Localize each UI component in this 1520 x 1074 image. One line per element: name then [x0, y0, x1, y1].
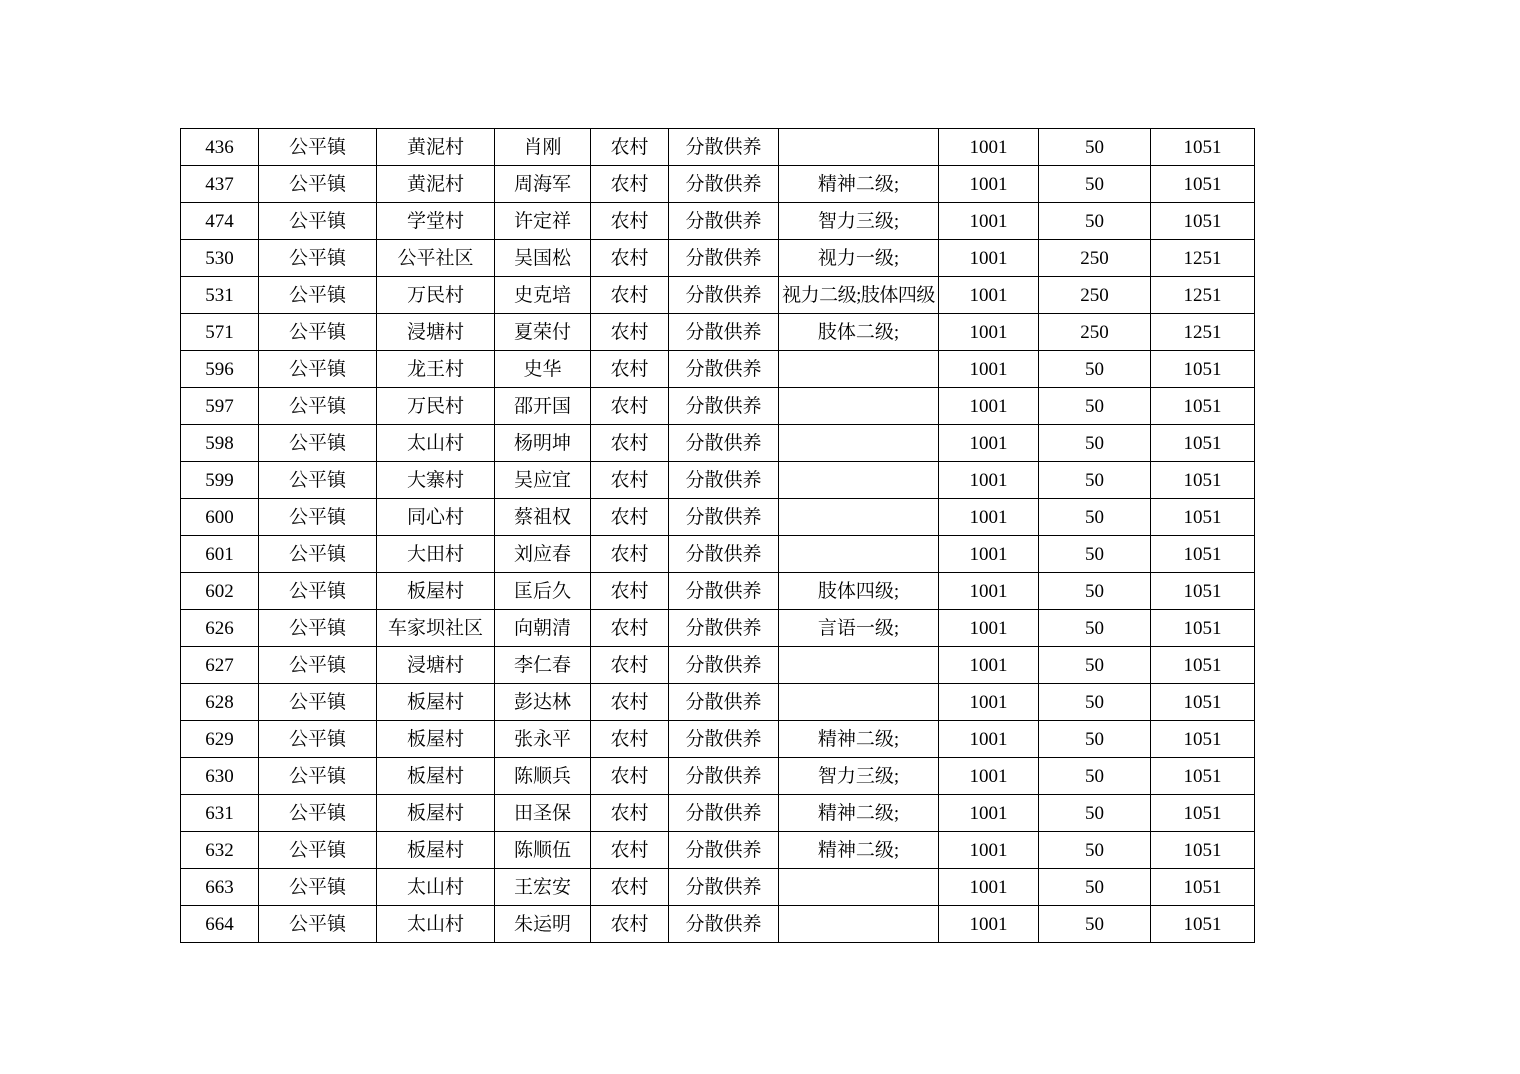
cell-town: 公平镇	[259, 573, 377, 610]
cell-support-mode: 分散供养	[669, 166, 779, 203]
cell-disability	[779, 684, 939, 721]
cell-village: 太山村	[377, 869, 495, 906]
cell-amount-base: 1001	[939, 499, 1039, 536]
cell-town: 公平镇	[259, 869, 377, 906]
cell-village: 学堂村	[377, 203, 495, 240]
cell-village: 大田村	[377, 536, 495, 573]
cell-village: 车家坝社区	[377, 610, 495, 647]
cell-village: 板屋村	[377, 573, 495, 610]
cell-village: 公平社区	[377, 240, 495, 277]
cell-amount-total: 1051	[1151, 536, 1255, 573]
table-row	[181, 647, 1255, 684]
cell-town: 公平镇	[259, 129, 377, 166]
cell-type: 农村	[591, 203, 669, 240]
cell-sequence: 600	[181, 499, 259, 536]
cell-village: 浸塘村	[377, 647, 495, 684]
cell-type: 农村	[591, 795, 669, 832]
cell-name: 蔡祖权	[495, 499, 591, 536]
cell-name: 陈顺兵	[495, 758, 591, 795]
cell-amount-extra: 50	[1039, 869, 1151, 906]
cell-amount-base: 1001	[939, 758, 1039, 795]
cell-support-mode: 分散供养	[669, 388, 779, 425]
cell-town: 公平镇	[259, 388, 377, 425]
cell-type: 农村	[591, 129, 669, 166]
cell-sequence: 597	[181, 388, 259, 425]
table-row	[181, 869, 1255, 906]
cell-town: 公平镇	[259, 425, 377, 462]
cell-type: 农村	[591, 425, 669, 462]
cell-amount-total: 1051	[1151, 166, 1255, 203]
cell-amount-total: 1051	[1151, 129, 1255, 166]
cell-amount-extra: 50	[1039, 610, 1151, 647]
cell-amount-base: 1001	[939, 536, 1039, 573]
cell-disability	[779, 388, 939, 425]
cell-name: 周海军	[495, 166, 591, 203]
cell-amount-total: 1051	[1151, 721, 1255, 758]
cell-disability	[779, 351, 939, 388]
cell-village: 板屋村	[377, 721, 495, 758]
cell-amount-extra: 50	[1039, 573, 1151, 610]
cell-support-mode: 分散供养	[669, 758, 779, 795]
table-row	[181, 684, 1255, 721]
cell-sequence: 599	[181, 462, 259, 499]
cell-town: 公平镇	[259, 684, 377, 721]
cell-disability	[779, 869, 939, 906]
table-row	[181, 573, 1255, 610]
cell-town: 公平镇	[259, 166, 377, 203]
cell-town: 公平镇	[259, 832, 377, 869]
cell-sequence: 596	[181, 351, 259, 388]
cell-amount-base: 1001	[939, 277, 1039, 314]
cell-support-mode: 分散供养	[669, 906, 779, 943]
cell-disability: 智力三级;	[779, 758, 939, 795]
cell-amount-base: 1001	[939, 203, 1039, 240]
cell-amount-extra: 50	[1039, 684, 1151, 721]
table-row	[181, 314, 1255, 351]
cell-amount-base: 1001	[939, 610, 1039, 647]
cell-sequence: 663	[181, 869, 259, 906]
cell-disability	[779, 647, 939, 684]
cell-sequence: 631	[181, 795, 259, 832]
cell-amount-total: 1251	[1151, 277, 1255, 314]
cell-name: 刘应春	[495, 536, 591, 573]
cell-support-mode: 分散供养	[669, 129, 779, 166]
cell-amount-extra: 50	[1039, 795, 1151, 832]
cell-town: 公平镇	[259, 536, 377, 573]
cell-sequence: 571	[181, 314, 259, 351]
cell-support-mode: 分散供养	[669, 721, 779, 758]
cell-support-mode: 分散供养	[669, 832, 779, 869]
cell-village: 板屋村	[377, 832, 495, 869]
cell-amount-extra: 50	[1039, 499, 1151, 536]
table-body	[181, 129, 1255, 943]
cell-disability: 视力二级;肢体四级	[779, 277, 939, 314]
cell-name: 邵开国	[495, 388, 591, 425]
cell-amount-base: 1001	[939, 351, 1039, 388]
table-row	[181, 425, 1255, 462]
cell-town: 公平镇	[259, 758, 377, 795]
subsidy-table	[180, 128, 1255, 943]
cell-disability: 精神二级;	[779, 166, 939, 203]
cell-village: 万民村	[377, 388, 495, 425]
cell-type: 农村	[591, 462, 669, 499]
cell-name: 田圣保	[495, 795, 591, 832]
cell-amount-extra: 50	[1039, 129, 1151, 166]
cell-amount-extra: 250	[1039, 314, 1151, 351]
cell-disability	[779, 425, 939, 462]
cell-type: 农村	[591, 499, 669, 536]
cell-sequence: 601	[181, 536, 259, 573]
cell-amount-extra: 50	[1039, 758, 1151, 795]
cell-disability: 肢体二级;	[779, 314, 939, 351]
cell-name: 史克培	[495, 277, 591, 314]
cell-support-mode: 分散供养	[669, 536, 779, 573]
cell-name: 夏荣付	[495, 314, 591, 351]
cell-sequence: 626	[181, 610, 259, 647]
table-row	[181, 240, 1255, 277]
cell-amount-extra: 50	[1039, 647, 1151, 684]
cell-disability	[779, 906, 939, 943]
cell-type: 农村	[591, 906, 669, 943]
cell-type: 农村	[591, 684, 669, 721]
cell-support-mode: 分散供养	[669, 499, 779, 536]
cell-amount-extra: 250	[1039, 277, 1151, 314]
cell-name: 向朝清	[495, 610, 591, 647]
cell-disability	[779, 462, 939, 499]
cell-support-mode: 分散供养	[669, 610, 779, 647]
cell-amount-base: 1001	[939, 906, 1039, 943]
cell-amount-base: 1001	[939, 166, 1039, 203]
cell-disability: 精神二级;	[779, 721, 939, 758]
cell-sequence: 602	[181, 573, 259, 610]
cell-type: 农村	[591, 610, 669, 647]
table-row	[181, 129, 1255, 166]
cell-amount-extra: 50	[1039, 425, 1151, 462]
cell-amount-total: 1051	[1151, 388, 1255, 425]
cell-amount-extra: 50	[1039, 203, 1151, 240]
cell-name: 朱运明	[495, 906, 591, 943]
cell-amount-total: 1051	[1151, 351, 1255, 388]
cell-name: 许定祥	[495, 203, 591, 240]
cell-village: 板屋村	[377, 684, 495, 721]
cell-town: 公平镇	[259, 351, 377, 388]
cell-type: 农村	[591, 536, 669, 573]
cell-town: 公平镇	[259, 795, 377, 832]
cell-town: 公平镇	[259, 647, 377, 684]
cell-disability	[779, 536, 939, 573]
cell-disability: 智力三级;	[779, 203, 939, 240]
cell-amount-total: 1051	[1151, 758, 1255, 795]
cell-village: 浸塘村	[377, 314, 495, 351]
cell-name: 彭达林	[495, 684, 591, 721]
table-row	[181, 388, 1255, 425]
cell-amount-extra: 50	[1039, 351, 1151, 388]
cell-sequence: 664	[181, 906, 259, 943]
cell-amount-total: 1051	[1151, 462, 1255, 499]
table-row	[181, 277, 1255, 314]
cell-support-mode: 分散供养	[669, 869, 779, 906]
cell-name: 李仁春	[495, 647, 591, 684]
cell-amount-base: 1001	[939, 684, 1039, 721]
cell-village: 板屋村	[377, 758, 495, 795]
cell-support-mode: 分散供养	[669, 240, 779, 277]
cell-town: 公平镇	[259, 499, 377, 536]
cell-amount-total: 1051	[1151, 869, 1255, 906]
cell-type: 农村	[591, 277, 669, 314]
cell-amount-total: 1051	[1151, 795, 1255, 832]
cell-amount-total: 1051	[1151, 684, 1255, 721]
table-row	[181, 795, 1255, 832]
cell-amount-extra: 50	[1039, 536, 1151, 573]
cell-amount-extra: 50	[1039, 462, 1151, 499]
cell-village: 黄泥村	[377, 166, 495, 203]
cell-type: 农村	[591, 351, 669, 388]
cell-town: 公平镇	[259, 203, 377, 240]
cell-village: 同心村	[377, 499, 495, 536]
cell-name: 吴应宜	[495, 462, 591, 499]
cell-amount-total: 1051	[1151, 499, 1255, 536]
cell-support-mode: 分散供养	[669, 462, 779, 499]
cell-type: 农村	[591, 573, 669, 610]
cell-support-mode: 分散供养	[669, 351, 779, 388]
cell-disability: 精神二级;	[779, 832, 939, 869]
cell-disability: 言语一级;	[779, 610, 939, 647]
cell-amount-extra: 50	[1039, 166, 1151, 203]
cell-type: 农村	[591, 721, 669, 758]
cell-amount-extra: 50	[1039, 721, 1151, 758]
cell-sequence: 628	[181, 684, 259, 721]
cell-amount-total: 1251	[1151, 240, 1255, 277]
cell-support-mode: 分散供养	[669, 795, 779, 832]
cell-name: 肖刚	[495, 129, 591, 166]
cell-name: 张永平	[495, 721, 591, 758]
cell-sequence: 627	[181, 647, 259, 684]
cell-amount-base: 1001	[939, 129, 1039, 166]
cell-town: 公平镇	[259, 277, 377, 314]
table-row	[181, 721, 1255, 758]
cell-village: 板屋村	[377, 795, 495, 832]
cell-support-mode: 分散供养	[669, 647, 779, 684]
cell-name: 王宏安	[495, 869, 591, 906]
cell-disability: 肢体四级;	[779, 573, 939, 610]
cell-support-mode: 分散供养	[669, 314, 779, 351]
cell-amount-extra: 50	[1039, 906, 1151, 943]
cell-type: 农村	[591, 388, 669, 425]
cell-village: 大寨村	[377, 462, 495, 499]
cell-disability: 视力一级;	[779, 240, 939, 277]
cell-type: 农村	[591, 647, 669, 684]
cell-support-mode: 分散供养	[669, 684, 779, 721]
cell-name: 史华	[495, 351, 591, 388]
table-row	[181, 499, 1255, 536]
cell-sequence: 598	[181, 425, 259, 462]
cell-amount-total: 1051	[1151, 425, 1255, 462]
cell-amount-base: 1001	[939, 647, 1039, 684]
cell-support-mode: 分散供养	[669, 425, 779, 462]
cell-amount-extra: 250	[1039, 240, 1151, 277]
cell-town: 公平镇	[259, 906, 377, 943]
cell-support-mode: 分散供养	[669, 277, 779, 314]
table-row	[181, 203, 1255, 240]
cell-town: 公平镇	[259, 240, 377, 277]
cell-amount-total: 1051	[1151, 832, 1255, 869]
table-row	[181, 351, 1255, 388]
cell-type: 农村	[591, 166, 669, 203]
table-row	[181, 610, 1255, 647]
cell-amount-total: 1051	[1151, 610, 1255, 647]
cell-amount-base: 1001	[939, 314, 1039, 351]
cell-town: 公平镇	[259, 721, 377, 758]
cell-name: 吴国松	[495, 240, 591, 277]
cell-sequence: 436	[181, 129, 259, 166]
cell-sequence: 629	[181, 721, 259, 758]
cell-amount-base: 1001	[939, 869, 1039, 906]
cell-type: 农村	[591, 869, 669, 906]
cell-name: 匡后久	[495, 573, 591, 610]
cell-amount-base: 1001	[939, 388, 1039, 425]
table-row	[181, 832, 1255, 869]
cell-town: 公平镇	[259, 610, 377, 647]
cell-village: 龙王村	[377, 351, 495, 388]
cell-sequence: 474	[181, 203, 259, 240]
cell-amount-total: 1051	[1151, 573, 1255, 610]
cell-amount-extra: 50	[1039, 388, 1151, 425]
cell-sequence: 531	[181, 277, 259, 314]
cell-amount-base: 1001	[939, 795, 1039, 832]
cell-amount-total: 1051	[1151, 203, 1255, 240]
cell-village: 太山村	[377, 425, 495, 462]
table-row	[181, 536, 1255, 573]
cell-village: 黄泥村	[377, 129, 495, 166]
cell-amount-base: 1001	[939, 462, 1039, 499]
cell-type: 农村	[591, 314, 669, 351]
cell-support-mode: 分散供养	[669, 203, 779, 240]
cell-name: 杨明坤	[495, 425, 591, 462]
table-row	[181, 462, 1255, 499]
cell-amount-total: 1251	[1151, 314, 1255, 351]
cell-amount-base: 1001	[939, 573, 1039, 610]
cell-support-mode: 分散供养	[669, 573, 779, 610]
cell-sequence: 632	[181, 832, 259, 869]
cell-disability	[779, 499, 939, 536]
cell-town: 公平镇	[259, 314, 377, 351]
cell-disability: 精神二级;	[779, 795, 939, 832]
cell-type: 农村	[591, 758, 669, 795]
cell-town: 公平镇	[259, 462, 377, 499]
cell-type: 农村	[591, 240, 669, 277]
cell-amount-base: 1001	[939, 240, 1039, 277]
cell-amount-total: 1051	[1151, 906, 1255, 943]
cell-type: 农村	[591, 832, 669, 869]
cell-amount-extra: 50	[1039, 832, 1151, 869]
cell-name: 陈顺伍	[495, 832, 591, 869]
cell-amount-base: 1001	[939, 425, 1039, 462]
cell-sequence: 630	[181, 758, 259, 795]
cell-amount-base: 1001	[939, 721, 1039, 758]
cell-village: 万民村	[377, 277, 495, 314]
table-row	[181, 758, 1255, 795]
cell-sequence: 530	[181, 240, 259, 277]
cell-sequence: 437	[181, 166, 259, 203]
cell-amount-base: 1001	[939, 832, 1039, 869]
table-container	[180, 128, 1255, 943]
table-row	[181, 906, 1255, 943]
cell-village: 太山村	[377, 906, 495, 943]
table-row	[181, 166, 1255, 203]
cell-amount-total: 1051	[1151, 647, 1255, 684]
cell-disability	[779, 129, 939, 166]
